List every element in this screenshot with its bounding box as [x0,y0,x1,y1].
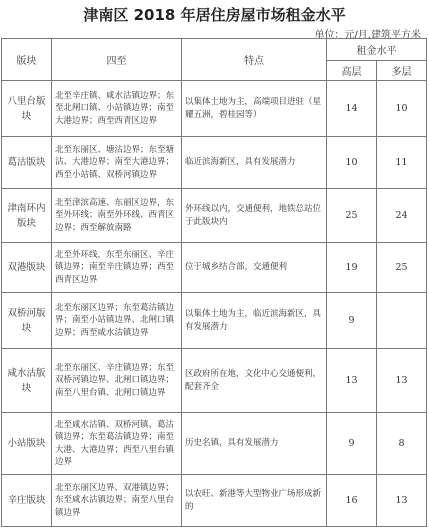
rent-table [1,38,427,527]
block-range: 北至外环线，东至东丽区、辛庄镇边界；南至辛庄镇边界；西至西青区边界 [52,243,182,293]
header-range: 四至 [52,39,182,81]
document-title: 津南区 2018 年居住房屋市场租金水平 [83,6,346,24]
table-row [2,475,427,527]
table-row [2,413,427,475]
block-features: 以农旺、新港等大型物业广场形成新的 [182,475,327,527]
rent-multi: 8 [377,413,427,475]
rent-multi: 13 [377,475,427,527]
header-multi: 多层 [377,61,427,81]
block-features: 以集体土地为主，高端项目进驻（星耀五洲，碧桂园等） [182,81,327,137]
rent-multi: 10 [377,81,427,137]
unit-note: 单位：元/月.建筑平方米 [314,30,421,41]
block-name: 双桥河版块 [2,293,52,349]
block-features: 位于城乡结合部，交通便利 [182,243,327,293]
header-features: 特点 [182,39,327,81]
rent-multi: 13 [377,349,427,413]
block-range: 北至咸水沽镇、双桥河镇、葛沽镇边界；东至葛沽镇边界；南至大港、大港边界；西至八里台镇边界 [52,413,182,475]
rent-high: 16 [327,475,377,527]
block-range: 北至东丽区边界；东至葛沽镇边界；南至小站镇边界、北闸口镇边界；西至咸水沽镇边界 [52,293,182,349]
table-row [2,81,427,137]
block-name: 八里台版块 [2,81,52,137]
rent-high: 9 [327,293,377,349]
rent-multi: 11 [377,137,427,189]
header-high: 高层 [327,61,377,81]
block-features: 临近滨海新区，具有发展潜力 [182,137,327,189]
rent-high: 19 [327,243,377,293]
block-features: 区政府所在地，文化中心交通便利，配套齐全 [182,349,327,413]
block-features: 历史名镇，具有发展潜力 [182,413,327,475]
block-name: 辛庄版块 [2,475,52,527]
block-name: 小站版块 [2,413,52,475]
rent-high: 9 [327,413,377,475]
table-row [2,189,427,243]
rent-multi [377,293,427,349]
block-name: 咸水沽版块 [2,349,52,413]
block-range: 北至东丽区边界、双港镇边界；东至咸水沽镇边界；南至八里台镇边界 [52,475,182,527]
rent-high: 10 [327,137,377,189]
rent-high: 25 [327,189,377,243]
rent-high: 13 [327,349,377,413]
block-features: 外环线以内，交通便利，地铁总站位于此版块内 [182,189,327,243]
header-rent-level: 租金水平 [327,39,427,61]
block-name: 津南环内版块 [2,189,52,243]
block-range: 北至东丽区、塘沽边界；东至塘沽、大港边界；南至大港边界；西至小站镇、双桥河镇边界 [52,137,182,189]
block-range: 北至辛庄镇、咸水沽镇边界；东至北闸口镇、小站镇边界；南至大港边界；西至西青区边界 [52,81,182,137]
table-row [2,349,427,413]
block-features: 以集体土地为主，临近滨海新区，具有发展潜力 [182,293,327,349]
block-range: 北至津滨高速、东丽区边界，东至外环线；南至外环线、西青区边界；西至解放南路 [52,189,182,243]
rent-high: 14 [327,81,377,137]
table-row [2,243,427,293]
block-range: 北至东丽区、辛庄镇边界；东至双桥河镇边界、北闸口镇边界；南至八里台镇、北闸口镇边界 [52,349,182,413]
block-name: 双港版块 [2,243,52,293]
rent-multi: 25 [377,243,427,293]
table-row [2,137,427,189]
header-block: 版块 [2,39,52,81]
block-name: 葛沽版块 [2,137,52,189]
table-row [2,293,427,349]
rent-multi: 24 [377,189,427,243]
